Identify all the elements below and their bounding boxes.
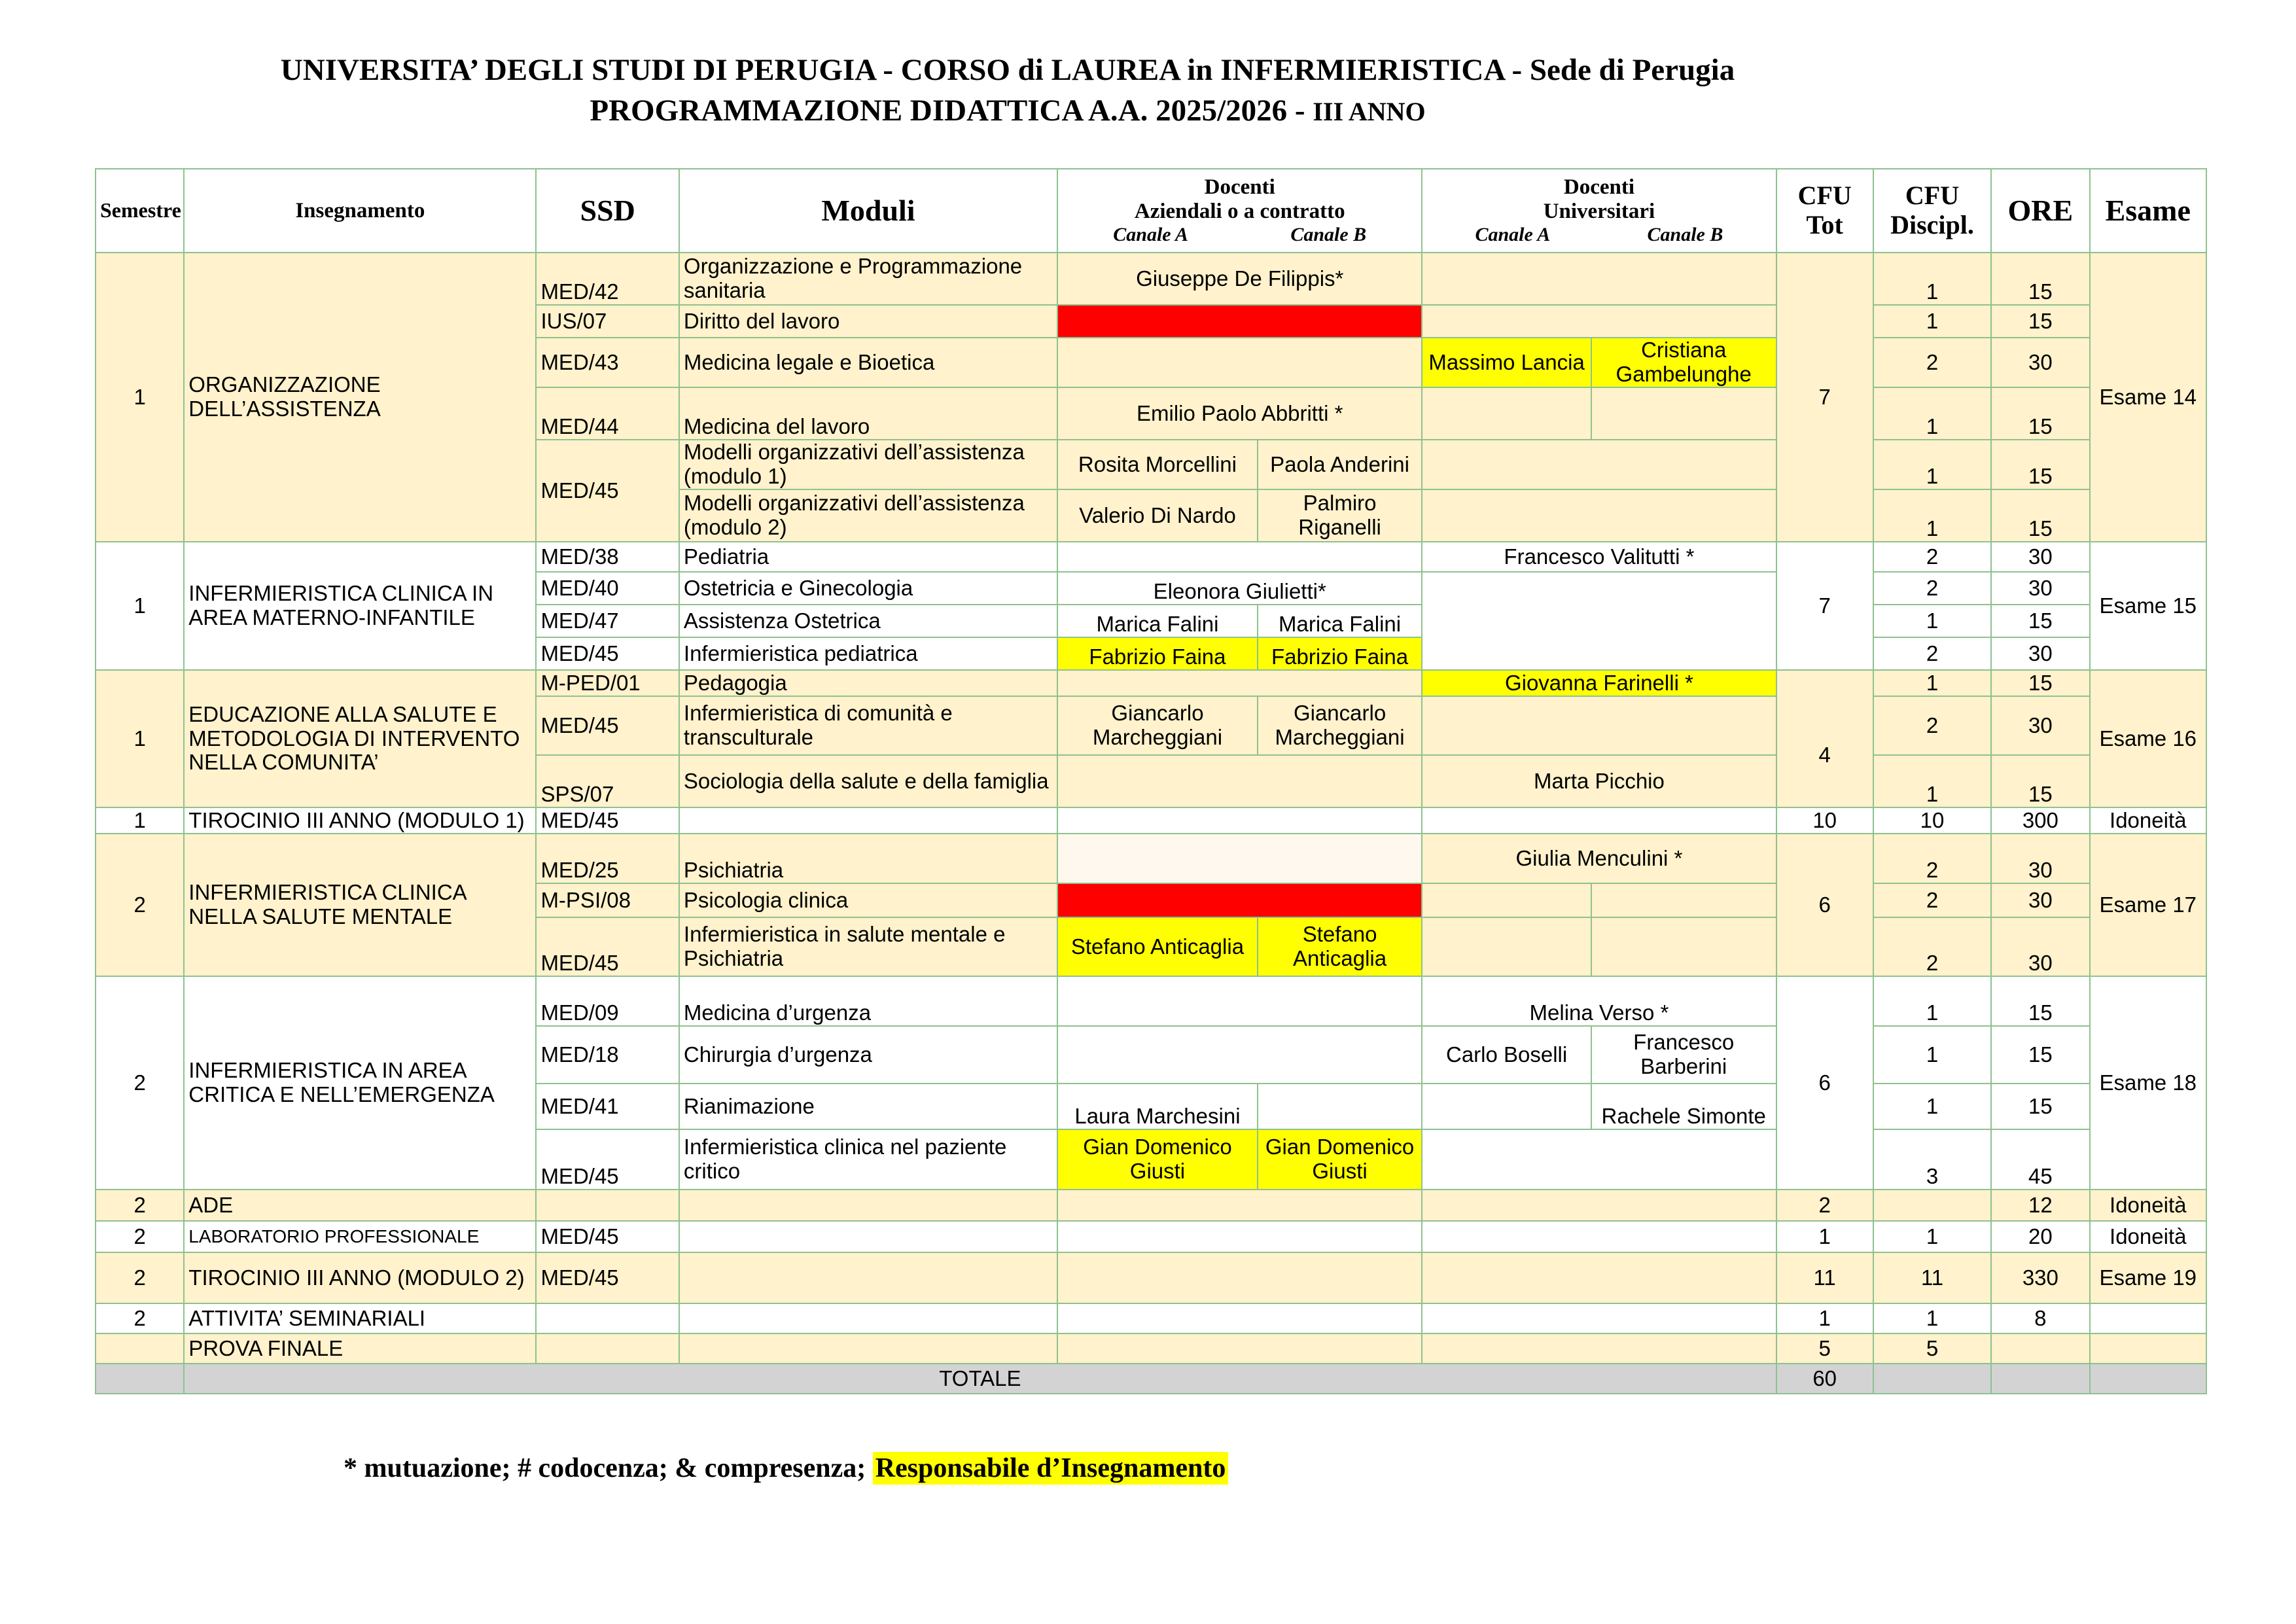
cfu-discipl-cell: 2 <box>1873 338 1991 387</box>
ore-cell: 15 <box>1991 605 2089 637</box>
ore-cell <box>1991 1333 2089 1364</box>
semestre-cell: 1 <box>96 542 184 670</box>
ore-cell: 45 <box>1991 1129 2089 1190</box>
docente-universitario-cell <box>1422 1303 1776 1333</box>
document-title-line1: UNIVERSITA’ DEGLI STUDI DI PERUGIA - CORSO di LAUREA in INFERMIERISTICA - Sede di Perugia <box>280 53 1735 87</box>
header-moduli: Moduli <box>679 169 1057 253</box>
modulo-cell: Sociologia della salute e della famiglia <box>679 755 1057 807</box>
ore-cell: 30 <box>1991 696 2089 755</box>
header-docenti-aziendali <box>1057 169 1422 253</box>
docente-aziendale-canale-a: Valerio Di Nardo <box>1057 489 1258 542</box>
header-cfu-tot: CFU Tot <box>1776 169 1873 253</box>
modulo-cell: Pediatria <box>679 542 1057 572</box>
modulo-cell: Pedagogia <box>679 670 1057 696</box>
docente-universitario-canale-b <box>1591 387 1776 440</box>
docente-aziendale-cell <box>1057 1252 1422 1303</box>
docente-aziendale-cell <box>1057 834 1422 883</box>
cfu-discipl-cell: 2 <box>1873 637 1991 670</box>
docente-aziendale-cell <box>1057 1303 1422 1333</box>
ore-cell: 15 <box>1991 440 2089 489</box>
semestre-cell: 2 <box>96 834 184 976</box>
table-row <box>96 670 2206 696</box>
modulo-cell: Psichiatria <box>679 834 1057 883</box>
insegnamento-cell: PROVA FINALE <box>184 1333 536 1364</box>
ore-cell: 15 <box>1991 670 2089 696</box>
missing-docente-cell <box>1057 883 1422 917</box>
docente-aziendale-canale-b: Stefano Anticaglia <box>1258 917 1422 976</box>
docente-universitario-canale-a: Massimo Lancia <box>1422 338 1591 387</box>
semestre-cell <box>96 1364 184 1394</box>
ssd-cell: M-PSI/08 <box>536 883 679 917</box>
modulo-cell: Infermieristica in salute mentale e Psichiatria <box>679 917 1057 976</box>
ssd-cell: MED/09 <box>536 976 679 1026</box>
esame-cell: Esame 14 <box>2090 253 2206 542</box>
docente-universitario-cell <box>1422 1129 1776 1190</box>
legend <box>344 1453 1228 1484</box>
insegnamento-cell: INFERMIERISTICA CLINICA NELLA SALUTE MENTALE <box>184 834 536 976</box>
ssd-cell: MED/45 <box>536 1129 679 1190</box>
cfu-tot-cell: 1 <box>1776 1303 1873 1333</box>
ssd-cell: MED/43 <box>536 338 679 387</box>
totale-label: TOTALE <box>184 1364 1776 1394</box>
header-aziendali-label: Aziendali o a contratto <box>1134 200 1345 224</box>
legend-highlight: Responsabile d’Insegnamento <box>873 1452 1229 1485</box>
insegnamento-cell: TIROCINIO III ANNO (MODULO 2) <box>184 1252 536 1303</box>
modulo-cell <box>679 1190 1057 1221</box>
legend-text: * mutuazione; # codocenza; & compresenza; <box>344 1453 873 1483</box>
insegnamento-cell: INFERMIERISTICA IN AREA CRITICA E NELL’EMERGENZA <box>184 976 536 1190</box>
modulo-cell: Modelli organizzativi dell’assistenza (modulo 1) <box>679 440 1057 489</box>
docente-universitario-cell <box>1422 1333 1776 1364</box>
docente-universitario-canale-b <box>1591 883 1776 917</box>
docente-aziendale-cell <box>1057 670 1422 696</box>
cfu-discipl-cell: 2 <box>1873 572 1991 605</box>
cfu-discipl-cell: 2 <box>1873 834 1991 883</box>
ssd-cell: MED/45 <box>536 696 679 755</box>
header-universitari-label: Universitari <box>1543 200 1655 224</box>
cfu-tot-cell: 5 <box>1776 1333 1873 1364</box>
docente-aziendale-canale-b: Gian Domenico Giusti <box>1258 1129 1422 1190</box>
ore-cell: 15 <box>1991 755 2089 807</box>
header-docenti-universitari <box>1422 169 1776 253</box>
header-docenti-label: Docenti <box>1563 175 1634 200</box>
ssd-cell: IUS/07 <box>536 305 679 338</box>
semestre-cell: 1 <box>96 807 184 834</box>
insegnamento-cell: ATTIVITA’ SEMINARIALI <box>184 1303 536 1333</box>
semestre-cell: 2 <box>96 1190 184 1221</box>
docente-universitario-cell <box>1422 1252 1776 1303</box>
docente-universitario-cell <box>1422 440 1776 489</box>
esame-cell <box>2090 1303 2206 1333</box>
docente-universitario-canale-b: Cristiana Gambelunghe <box>1591 338 1776 387</box>
cfu-discipl-cell: 2 <box>1873 917 1991 976</box>
esame-cell: Esame 17 <box>2090 834 2206 976</box>
docente-aziendale-canale-a: Gian Domenico Giusti <box>1057 1129 1258 1190</box>
docente-universitario-cell <box>1422 489 1776 542</box>
programmazione-table <box>95 168 2207 1394</box>
docente-universitario-canale-b: Rachele Simonte <box>1591 1084 1776 1129</box>
docente-aziendale-cell <box>1057 1221 1422 1252</box>
modulo-cell: Medicina d’urgenza <box>679 976 1057 1026</box>
ore-cell: 30 <box>1991 637 2089 670</box>
ssd-cell: MED/41 <box>536 1084 679 1129</box>
header-canale-b: Canale B <box>1647 224 1723 246</box>
ssd-cell: MED/45 <box>536 917 679 976</box>
insegnamento-cell: TIROCINIO III ANNO (MODULO 1) <box>184 807 536 834</box>
docente-universitario-cell <box>1422 807 1776 834</box>
ssd-cell: MED/18 <box>536 1026 679 1084</box>
cfu-discipl-cell: 1 <box>1873 387 1991 440</box>
ssd-cell <box>536 1190 679 1221</box>
docente-universitario-cell <box>1422 1190 1776 1221</box>
modulo-cell: Assistenza Ostetrica <box>679 605 1057 637</box>
docente-aziendale-canale-a: Fabrizio Faina <box>1057 637 1258 670</box>
document-title-line2 <box>0 93 2015 128</box>
ssd-cell: MED/45 <box>536 1252 679 1303</box>
table-row <box>96 253 2206 305</box>
cfu-discipl-cell: 1 <box>1873 305 1991 338</box>
docente-aziendale-cell: Eleonora Giulietti* <box>1057 572 1422 605</box>
esame-cell: Esame 19 <box>2090 1252 2206 1303</box>
header-canale-a: Canale A <box>1475 224 1551 246</box>
cfu-discipl-cell: 1 <box>1873 670 1991 696</box>
docente-universitario-cell <box>1422 253 1776 305</box>
ore-cell: 8 <box>1991 1303 2089 1333</box>
modulo-cell <box>679 1252 1057 1303</box>
cfu-discipl-cell <box>1873 1190 1991 1221</box>
modulo-cell <box>679 1333 1057 1364</box>
docente-universitario-canale-b: Francesco Barberini <box>1591 1026 1776 1084</box>
ore-cell: 15 <box>1991 976 2089 1026</box>
modulo-cell: Infermieristica clinica nel paziente critico <box>679 1129 1057 1190</box>
docente-universitario-canale-a <box>1422 387 1591 440</box>
cfu-discipl-cell: 10 <box>1873 807 1991 834</box>
ssd-cell: MED/42 <box>536 253 679 305</box>
ore-cell: 30 <box>1991 917 2089 976</box>
cfu-discipl-cell: 1 <box>1873 1221 1991 1252</box>
ore-cell: 15 <box>1991 305 2089 338</box>
header-row <box>96 169 2206 253</box>
insegnamento-cell: INFERMIERISTICA CLINICA IN AREA MATERNO-INFANTILE <box>184 542 536 670</box>
esame-cell: Idoneità <box>2090 1190 2206 1221</box>
cfu-tot-cell: 11 <box>1776 1252 1873 1303</box>
ore-cell: 30 <box>1991 883 2089 917</box>
cfu-discipl-cell: 1 <box>1873 755 1991 807</box>
docente-universitario-canale-a <box>1422 883 1591 917</box>
cfu-tot-cell: 6 <box>1776 976 1873 1190</box>
docente-aziendale-cell <box>1057 1026 1422 1084</box>
cfu-discipl-cell: 2 <box>1873 542 1991 572</box>
ore-cell: 12 <box>1991 1190 2089 1221</box>
header-canale-a: Canale A <box>1113 224 1189 246</box>
modulo-cell <box>679 1221 1057 1252</box>
title-programmazione: PROGRAMMAZIONE DIDATTICA A.A. 2025/2026 - <box>590 94 1313 128</box>
cfu-discipl-cell: 2 <box>1873 883 1991 917</box>
docente-aziendale-canale-b: Paola Anderini <box>1258 440 1422 489</box>
ssd-cell: MED/38 <box>536 542 679 572</box>
ore-cell: 300 <box>1991 807 2089 834</box>
header-ssd: SSD <box>536 169 679 253</box>
ssd-cell: SPS/07 <box>536 755 679 807</box>
esame-cell: Esame 15 <box>2090 542 2206 670</box>
table-row <box>96 1190 2206 1221</box>
modulo-cell: Modelli organizzativi dell’assistenza (modulo 2) <box>679 489 1057 542</box>
insegnamento-cell: ORGANIZZAZIONE DELL’ASSISTENZA <box>184 253 536 542</box>
title-anno: III ANNO <box>1313 97 1426 126</box>
ssd-cell: MED/44 <box>536 387 679 440</box>
header-esame: Esame <box>2090 169 2206 253</box>
docente-aziendale-cell <box>1057 807 1422 834</box>
header-ore: ORE <box>1991 169 2089 253</box>
ssd-cell: MED/47 <box>536 605 679 637</box>
semestre-cell: 2 <box>96 976 184 1190</box>
ore-cell: 30 <box>1991 834 2089 883</box>
modulo-cell: Infermieristica di comunità e transculturale <box>679 696 1057 755</box>
cfu-discipl-cell: 2 <box>1873 696 1991 755</box>
table-row <box>96 542 2206 572</box>
cfu-tot-cell: 1 <box>1776 1221 1873 1252</box>
docente-aziendale-canale-a: Giancarlo Marcheggiani <box>1057 696 1258 755</box>
cfu-discipl-cell: 1 <box>1873 440 1991 489</box>
ore-cell <box>1991 1364 2089 1394</box>
semestre-cell: 2 <box>96 1252 184 1303</box>
table-row <box>96 1333 2206 1364</box>
cfu-discipl-cell: 3 <box>1873 1129 1991 1190</box>
docente-aziendale-cell <box>1057 338 1422 387</box>
docente-aziendale-canale-a: Stefano Anticaglia <box>1057 917 1258 976</box>
semestre-cell: 1 <box>96 670 184 807</box>
docente-aziendale-cell <box>1057 755 1422 807</box>
esame-cell: Idoneità <box>2090 1221 2206 1252</box>
docente-aziendale-cell: Emilio Paolo Abbritti * <box>1057 387 1422 440</box>
ore-cell: 15 <box>1991 489 2089 542</box>
cfu-discipl-cell: 1 <box>1873 1084 1991 1129</box>
ssd-cell: MED/45 <box>536 807 679 834</box>
missing-docente-cell <box>1057 305 1422 338</box>
docente-aziendale-canale-a: Marica Falini <box>1057 605 1258 637</box>
docente-universitario-cell: Giovanna Farinelli * <box>1422 670 1776 696</box>
docente-universitario-cell: Melina Verso * <box>1422 976 1776 1026</box>
modulo-cell: Diritto del lavoro <box>679 305 1057 338</box>
esame-cell <box>2090 1333 2206 1364</box>
esame-cell: Esame 16 <box>2090 670 2206 807</box>
header-docenti-label: Docenti <box>1204 175 1275 200</box>
semestre-cell: 2 <box>96 1221 184 1252</box>
docente-universitario-cell: Francesco Valitutti * <box>1422 542 1776 572</box>
cfu-discipl-cell: 1 <box>1873 1303 1991 1333</box>
ssd-cell: M-PED/01 <box>536 670 679 696</box>
ore-cell: 15 <box>1991 1026 2089 1084</box>
semestre-cell <box>96 1333 184 1364</box>
ore-cell: 30 <box>1991 572 2089 605</box>
docente-universitario-cell <box>1422 1221 1776 1252</box>
table-row <box>96 834 2206 883</box>
table-row <box>96 1221 2206 1252</box>
table-row <box>96 807 2206 834</box>
cfu-tot-cell: 7 <box>1776 253 1873 542</box>
table-row <box>96 976 2206 1026</box>
ssd-cell <box>536 1303 679 1333</box>
cfu-tot-cell: 2 <box>1776 1190 1873 1221</box>
cfu-discipl-cell <box>1873 1364 1991 1394</box>
modulo-cell: Rianimazione <box>679 1084 1057 1129</box>
docente-aziendale-canale-a: Rosita Morcellini <box>1057 440 1258 489</box>
insegnamento-cell: LABORATORIO PROFESSIONALE <box>184 1221 536 1252</box>
modulo-cell <box>679 1303 1057 1333</box>
table-row <box>96 1303 2206 1333</box>
ore-cell: 20 <box>1991 1221 2089 1252</box>
docente-universitario-cell <box>1422 696 1776 755</box>
ssd-cell: MED/40 <box>536 572 679 605</box>
ore-cell: 30 <box>1991 542 2089 572</box>
docente-aziendale-canale-b: Marica Falini <box>1258 605 1422 637</box>
ssd-cell: MED/45 <box>536 440 679 542</box>
modulo-cell: Ostetricia e Ginecologia <box>679 572 1057 605</box>
cfu-tot-cell: 4 <box>1776 670 1873 807</box>
ore-cell: 15 <box>1991 253 2089 305</box>
esame-cell <box>2090 1364 2206 1394</box>
ssd-cell: MED/45 <box>536 637 679 670</box>
ore-cell: 15 <box>1991 387 2089 440</box>
docente-aziendale-cell <box>1057 1190 1422 1221</box>
ore-cell: 30 <box>1991 338 2089 387</box>
table-row <box>96 1252 2206 1303</box>
docente-universitario-canale-a <box>1422 1084 1591 1129</box>
cfu-tot-cell: 7 <box>1776 542 1873 670</box>
modulo-cell: Medicina legale e Bioetica <box>679 338 1057 387</box>
header-insegnamento: Insegnamento <box>184 169 536 253</box>
totale-cfu-tot: 60 <box>1776 1364 1873 1394</box>
docente-aziendale-canale-b <box>1258 1084 1422 1129</box>
docente-aziendale-canale-a: Laura Marchesini <box>1057 1084 1258 1129</box>
semestre-cell: 1 <box>96 253 184 542</box>
insegnamento-cell: ADE <box>184 1190 536 1221</box>
modulo-cell: Psicologia clinica <box>679 883 1057 917</box>
modulo-cell: Infermieristica pediatrica <box>679 637 1057 670</box>
docente-universitario-canale-a: Carlo Boselli <box>1422 1026 1591 1084</box>
modulo-cell <box>679 807 1057 834</box>
insegnamento-cell: EDUCAZIONE ALLA SALUTE E METODOLOGIA DI INTERVENTO NELLA COMUNITA’ <box>184 670 536 807</box>
cfu-discipl-cell: 11 <box>1873 1252 1991 1303</box>
cfu-discipl-cell: 1 <box>1873 489 1991 542</box>
modulo-cell: Organizzazione e Programmazione sanitaria <box>679 253 1057 305</box>
esame-cell: Esame 18 <box>2090 976 2206 1190</box>
docente-universitario-cell <box>1422 305 1776 338</box>
cfu-tot-cell: 6 <box>1776 834 1873 976</box>
semestre-cell: 2 <box>96 1303 184 1333</box>
docente-aziendale-canale-b: Giancarlo Marcheggiani <box>1258 696 1422 755</box>
modulo-cell: Chirurgia d’urgenza <box>679 1026 1057 1084</box>
ore-cell: 15 <box>1991 1084 2089 1129</box>
header-canale-b: Canale B <box>1290 224 1367 246</box>
totale-row <box>96 1364 2206 1394</box>
docente-universitario-cell <box>1422 572 1776 670</box>
header-cfu-discipl: CFU Discipl. <box>1873 169 1991 253</box>
docente-aziendale-cell: Giuseppe De Filippis* <box>1057 253 1422 305</box>
ssd-cell <box>536 1333 679 1364</box>
esame-cell: Idoneità <box>2090 807 2206 834</box>
header-semestre: Semestre <box>96 169 184 253</box>
docente-aziendale-cell <box>1057 976 1422 1026</box>
modulo-cell: Medicina del lavoro <box>679 387 1057 440</box>
docente-aziendale-cell <box>1057 1333 1422 1364</box>
ssd-cell: MED/25 <box>536 834 679 883</box>
docente-universitario-cell: Giulia Menculini * <box>1422 834 1776 883</box>
cfu-discipl-cell: 5 <box>1873 1333 1991 1364</box>
docente-universitario-cell: Marta Picchio <box>1422 755 1776 807</box>
docente-aziendale-cell <box>1057 542 1422 572</box>
docente-aziendale-canale-b: Palmiro Riganelli <box>1258 489 1422 542</box>
cfu-discipl-cell: 1 <box>1873 976 1991 1026</box>
cfu-discipl-cell: 1 <box>1873 605 1991 637</box>
ssd-cell: MED/45 <box>536 1221 679 1252</box>
ore-cell: 330 <box>1991 1252 2089 1303</box>
docente-universitario-canale-a <box>1422 917 1591 976</box>
docente-universitario-canale-b <box>1591 917 1776 976</box>
cfu-discipl-cell: 1 <box>1873 1026 1991 1084</box>
docente-aziendale-canale-b: Fabrizio Faina <box>1258 637 1422 670</box>
cfu-discipl-cell: 1 <box>1873 253 1991 305</box>
cfu-tot-cell: 10 <box>1776 807 1873 834</box>
